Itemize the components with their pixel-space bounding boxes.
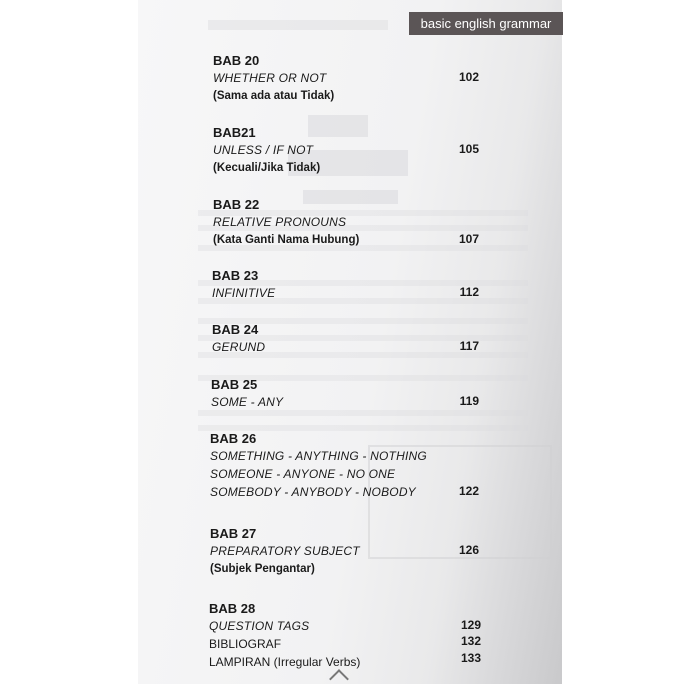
chapter-title: PREPARATORY SUBJECT [210, 544, 360, 558]
chapter-title: WHETHER OR NOT [213, 71, 327, 85]
chapter-number: BAB 23 [212, 268, 259, 283]
page-number: 132 [460, 634, 481, 648]
toc-entry [213, 125, 479, 177]
toc-entry [213, 53, 479, 105]
chapter-title: UNLESS / IF NOT [213, 143, 314, 157]
page-number: 122 [458, 484, 479, 498]
chapter-subtitle: (Sama ada atau Tidak) [213, 90, 335, 102]
appendix-label: BIBLIOGRAF [209, 637, 282, 651]
chapter-title: QUESTION TAGS [209, 619, 310, 633]
chapter-number: BAB 28 [209, 601, 256, 616]
page-number: 117 [459, 339, 479, 353]
chapter-title-line: SOMEBODY - ANYBODY - NOBODY [210, 485, 416, 499]
page-number: 126 [458, 543, 479, 557]
page-number: 107 [458, 232, 479, 246]
chapter-subtitle: (Kata Ganti Nama Hubung) [213, 234, 360, 246]
toc-entry [213, 197, 479, 249]
toc-entry [210, 526, 479, 578]
chapter-subtitle: (Subjek Pengantar) [210, 563, 315, 575]
chapter-number: BAB21 [213, 125, 256, 140]
page-number: 129 [460, 618, 481, 632]
page-number: 105 [458, 142, 479, 156]
book-title-tab: basic english grammar [409, 12, 563, 35]
page-number: 133 [460, 651, 481, 665]
toc-entry [212, 268, 479, 302]
chapter-number: BAB 27 [210, 526, 257, 541]
page-number: 112 [459, 285, 479, 299]
toc-entry [212, 322, 479, 356]
page-number: 119 [459, 394, 479, 408]
appendix-label: LAMPIRAN (Irregular Verbs) [209, 655, 361, 669]
chapter-title-line: SOMEONE - ANYONE - NO ONE [210, 467, 396, 481]
chapter-title: GERUND [212, 340, 266, 354]
chapter-subtitle: (Kecuali/Jika Tidak) [213, 162, 321, 174]
chapter-number: BAB 25 [211, 377, 258, 392]
chapter-number: BAB 20 [213, 53, 260, 68]
chapter-title: SOME - ANY [211, 395, 284, 409]
chapter-title: RELATIVE PRONOUNS [213, 215, 347, 229]
toc-entry [209, 601, 481, 671]
page-number: 102 [458, 70, 479, 84]
chapter-number: BAB 24 [212, 322, 259, 337]
toc-entry [210, 431, 479, 501]
chapter-title-line: SOMETHING - ANYTHING - NOTHING [210, 449, 427, 463]
chapter-number: BAB 26 [210, 431, 257, 446]
chapter-number: BAB 22 [213, 197, 260, 212]
chapter-title: INFINITIVE [212, 286, 276, 300]
toc-entry [211, 377, 479, 411]
